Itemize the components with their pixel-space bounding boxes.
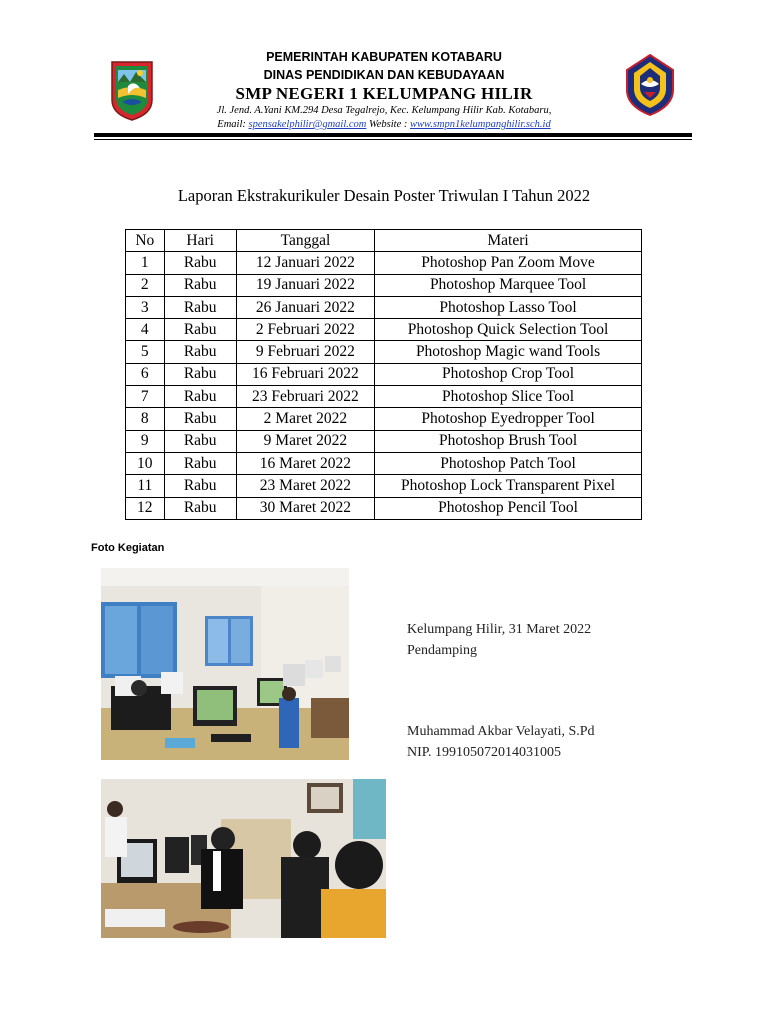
cell-day: Rabu	[164, 452, 236, 474]
cell-date: 9 Februari 2022	[236, 341, 374, 363]
letterhead-rule-thin	[94, 139, 692, 140]
cell-no: 1	[126, 252, 165, 274]
cell-no: 7	[126, 386, 165, 408]
table-row	[126, 274, 642, 296]
website-link[interactable]: www.smpn1kelumpanghilir.sch.id	[410, 119, 551, 130]
table-row	[126, 497, 642, 519]
table-row	[126, 430, 642, 452]
cell-date: 19 Januari 2022	[236, 274, 374, 296]
cell-date: 23 Februari 2022	[236, 386, 374, 408]
school-address: Jl. Jend. A.Yani KM.294 Desa Tegalrejo, Kec. Kelumpang Hilir Kab. Kotabaru,	[216, 105, 552, 116]
cell-date: 26 Januari 2022	[236, 296, 374, 318]
cell-date: 12 Januari 2022	[236, 252, 374, 274]
table-row	[126, 452, 642, 474]
cell-day: Rabu	[164, 363, 236, 385]
cell-material: Photoshop Slice Tool	[375, 386, 642, 408]
report-title: Laporan Ekstrakurikuler Desain Poster Triwulan I Tahun 2022	[177, 186, 591, 205]
signature-place-date: Kelumpang Hilir, 31 Maret 2022	[407, 622, 592, 637]
cell-day: Rabu	[164, 430, 236, 452]
cell-date: 16 Maret 2022	[236, 452, 374, 474]
cell-date: 30 Maret 2022	[236, 497, 374, 519]
header-material: Materi	[375, 230, 642, 252]
cell-material: Photoshop Marquee Tool	[375, 274, 642, 296]
email-link[interactable]: spensakelphilir@gmail.com	[248, 119, 367, 130]
cell-day: Rabu	[164, 274, 236, 296]
cell-no: 8	[126, 408, 165, 430]
table-row	[126, 363, 642, 385]
photo-section-label: Foto Kegiatan	[91, 542, 165, 554]
cell-no: 9	[126, 430, 165, 452]
letterhead-rule-thick	[94, 133, 692, 137]
cell-material: Photoshop Brush Tool	[375, 430, 642, 452]
cell-day: Rabu	[164, 386, 236, 408]
header-no: No	[126, 230, 165, 252]
cell-day: Rabu	[164, 408, 236, 430]
cell-day: Rabu	[164, 341, 236, 363]
cell-no: 5	[126, 341, 165, 363]
cell-date: 2 Februari 2022	[236, 319, 374, 341]
schedule-table	[125, 229, 642, 520]
cell-day: Rabu	[164, 475, 236, 497]
cell-no: 3	[126, 296, 165, 318]
table-row	[126, 408, 642, 430]
table-row	[126, 341, 642, 363]
letterhead	[0, 0, 768, 140]
cell-material: Photoshop Lasso Tool	[375, 296, 642, 318]
table-row	[126, 319, 642, 341]
cell-material: Photoshop Magic wand Tools	[375, 341, 642, 363]
cell-material: Photoshop Lock Transparent Pixel	[375, 475, 642, 497]
cell-day: Rabu	[164, 497, 236, 519]
signature-name: Muhammad Akbar Velayati, S.Pd	[407, 724, 595, 739]
government-name: PEMERINTAH KABUPATEN KOTABARU	[266, 50, 502, 64]
cell-no: 2	[126, 274, 165, 296]
table-header-row	[126, 230, 642, 252]
cell-day: Rabu	[164, 296, 236, 318]
website-label: Website :	[368, 119, 408, 130]
cell-date: 2 Maret 2022	[236, 408, 374, 430]
email-label: Email:	[217, 119, 246, 130]
cell-date: 23 Maret 2022	[236, 475, 374, 497]
cell-material: Photoshop Quick Selection Tool	[375, 319, 642, 341]
cell-material: Photoshop Pan Zoom Move	[375, 252, 642, 274]
cell-material: Photoshop Patch Tool	[375, 452, 642, 474]
school-name: SMP NEGERI 1 KELUMPANG HILIR	[235, 84, 533, 103]
cell-day: Rabu	[164, 319, 236, 341]
activity-photo-computer-lab	[101, 568, 349, 760]
header-day: Hari	[164, 230, 236, 252]
cell-day: Rabu	[164, 252, 236, 274]
cell-date: 16 Februari 2022	[236, 363, 374, 385]
school-contact	[0, 119, 768, 130]
table-row	[126, 386, 642, 408]
cell-no: 12	[126, 497, 165, 519]
signature-nip: NIP. 199105072014031005	[407, 745, 562, 760]
cell-material: Photoshop Crop Tool	[375, 363, 642, 385]
cell-no: 10	[126, 452, 165, 474]
cell-no: 6	[126, 363, 165, 385]
signature-role: Pendamping	[407, 643, 477, 658]
cell-material: Photoshop Pencil Tool	[375, 497, 642, 519]
cell-material: Photoshop Eyedropper Tool	[375, 408, 642, 430]
cell-date: 9 Maret 2022	[236, 430, 374, 452]
table-row	[126, 252, 642, 274]
table-row	[126, 475, 642, 497]
header-date: Tanggal	[236, 230, 374, 252]
table-row	[126, 296, 642, 318]
activity-photo-students	[101, 779, 386, 938]
school-emblem	[626, 54, 674, 116]
department-name: DINAS PENDIDIKAN DAN KEBUDAYAAN	[263, 68, 505, 82]
cell-no: 11	[126, 475, 165, 497]
cell-no: 4	[126, 319, 165, 341]
